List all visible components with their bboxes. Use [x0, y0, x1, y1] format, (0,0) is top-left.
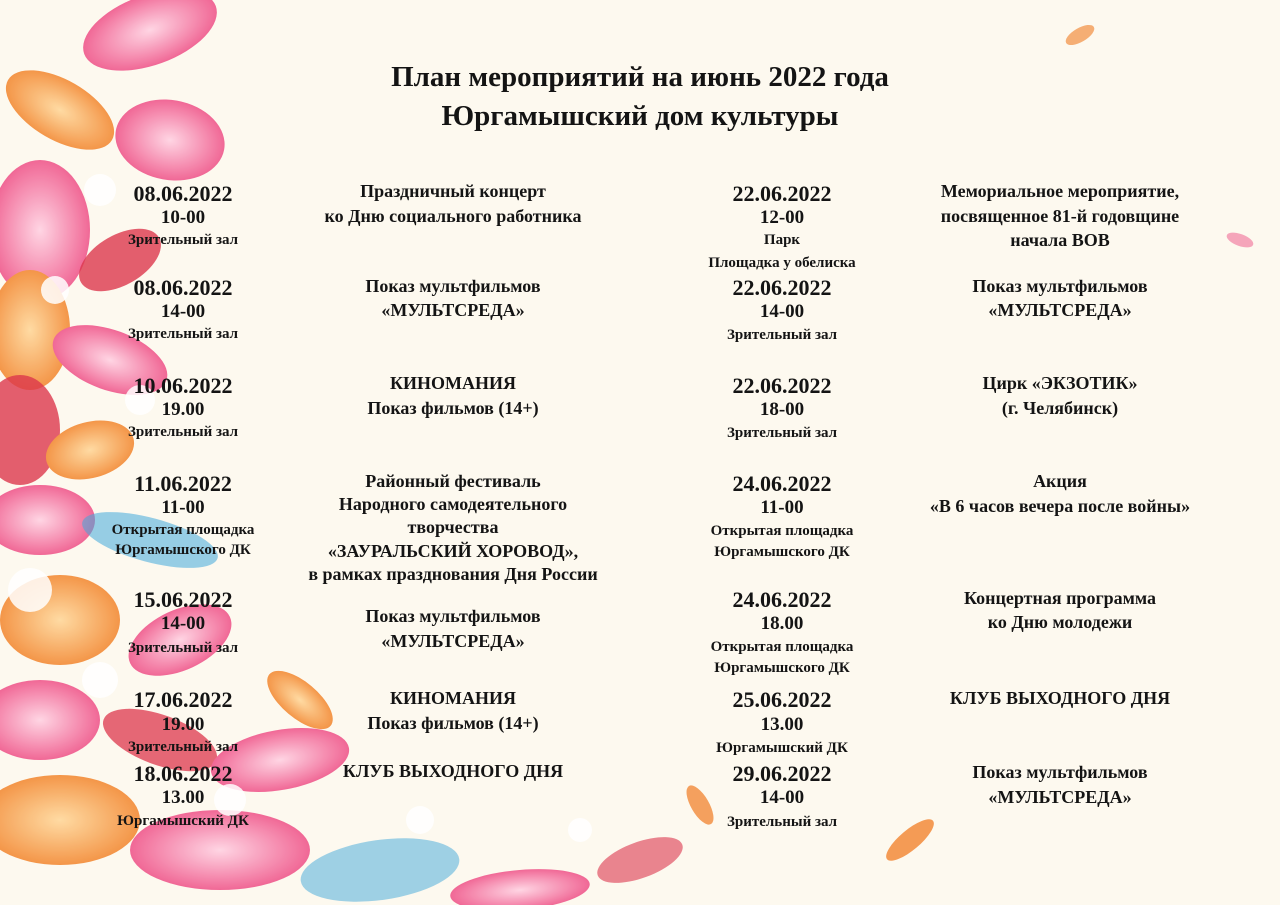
event-title: Показ фильмов (14+): [367, 713, 539, 733]
event-time: 19.00: [161, 714, 205, 735]
event-place: Зрительный зал: [726, 327, 838, 343]
event-time: 19.00: [161, 399, 205, 420]
event-title: Показ мультфильмов: [972, 276, 1148, 296]
event-date: 24.06.2022: [732, 471, 832, 496]
event-title: ко Дню социального работника: [324, 206, 582, 226]
event-time: 18-00: [759, 399, 805, 420]
event-time: 11-00: [760, 497, 804, 518]
event-title: Показ мультфильмов: [365, 276, 541, 296]
event-title: Показ мультфильмов: [972, 762, 1148, 782]
event-title: «МУЛЬТСРЕДА»: [381, 300, 525, 320]
event-date: 24.06.2022: [732, 587, 832, 612]
event-time: 14-00: [160, 613, 206, 634]
event-time: 11-00: [161, 497, 205, 518]
event-place: Зрительный зал: [127, 640, 239, 656]
event-date: 22.06.2022: [732, 373, 832, 398]
event-title: КИНОМАНИЯ: [389, 688, 517, 708]
event-time: 12-00: [759, 207, 805, 228]
event-title: «МУЛЬТСРЕДА»: [988, 787, 1132, 807]
event-date: 18.06.2022: [133, 761, 233, 786]
event-time: 18.00: [760, 613, 804, 634]
event-place: Юргамышского ДК: [115, 542, 251, 558]
event-date: 17.06.2022: [133, 687, 233, 712]
event-date: 22.06.2022: [732, 181, 832, 206]
event-place: Парк: [763, 232, 801, 248]
event-place: Зрительный зал: [726, 814, 838, 830]
event-title: КИНОМАНИЯ: [389, 373, 517, 393]
event-time: 13.00: [161, 787, 205, 808]
page-title: План мероприятий на июнь 2022 года: [391, 61, 889, 93]
event-title: (г. Челябинск): [1001, 398, 1119, 418]
event-place: Юргамышский ДК: [716, 740, 848, 756]
event-title: начала ВОВ: [1010, 230, 1110, 250]
event-time: 13.00: [760, 714, 804, 735]
event-place: Зрительный зал: [127, 326, 239, 342]
event-time: 14-00: [759, 301, 805, 322]
event-date: 29.06.2022: [732, 761, 832, 786]
event-title: Показ фильмов (14+): [367, 398, 539, 418]
event-title: «В 6 часов вечера после войны»: [929, 496, 1191, 516]
event-place: Открытая площадка: [710, 639, 854, 655]
event-place: Юргамышского ДК: [714, 660, 850, 676]
event-place: Открытая площадка: [710, 523, 854, 539]
event-date: 08.06.2022: [133, 275, 233, 300]
event-place: Площадка у обелиска: [708, 255, 856, 271]
event-time: 14-00: [759, 787, 805, 808]
event-time: 10-00: [160, 207, 206, 228]
event-title: посвященное 81-й годовщине: [940, 206, 1180, 226]
event-place: Зрительный зал: [127, 232, 239, 248]
event-title: творчества: [407, 517, 499, 537]
event-date: 08.06.2022: [133, 181, 233, 206]
event-place: Зрительный зал: [726, 425, 838, 441]
event-title: в рамках празднования Дня России: [308, 564, 598, 584]
event-time: 14-00: [160, 301, 206, 322]
event-date: 11.06.2022: [134, 471, 232, 496]
event-title: Народного самодеятельного: [338, 494, 568, 514]
event-title: ко Дню молодежи: [987, 612, 1133, 632]
event-date: 22.06.2022: [732, 275, 832, 300]
event-date: 10.06.2022: [133, 373, 233, 398]
page-subtitle: Юргамышский дом культуры: [441, 100, 839, 132]
event-title: Районный фестиваль: [365, 471, 541, 491]
event-date: 15.06.2022: [133, 587, 233, 612]
event-title: Мемориальное мероприятие,: [940, 181, 1180, 201]
event-title: КЛУБ ВЫХОДНОГО ДНЯ: [949, 688, 1171, 708]
event-title: Акция: [1033, 471, 1087, 491]
event-title: КЛУБ ВЫХОДНОГО ДНЯ: [342, 761, 564, 781]
event-place: Юргамышский ДК: [117, 813, 249, 829]
event-title: «ЗАУРАЛЬСКИЙ ХОРОВОД»,: [327, 541, 579, 561]
event-title: «МУЛЬТСРЕДА»: [381, 631, 525, 651]
event-title: Цирк «ЭКЗОТИК»: [982, 373, 1138, 393]
event-place: Открытая площадка: [111, 522, 255, 538]
event-place: Юргамышского ДК: [714, 544, 850, 560]
event-title: Праздничный концерт: [360, 181, 546, 201]
event-place: Зрительный зал: [127, 739, 239, 755]
event-title: Показ мультфильмов: [365, 606, 541, 626]
event-place: Зрительный зал: [127, 424, 239, 440]
event-date: 25.06.2022: [732, 687, 832, 712]
event-title: «МУЛЬТСРЕДА»: [988, 300, 1132, 320]
event-title: Концертная программа: [963, 588, 1157, 608]
